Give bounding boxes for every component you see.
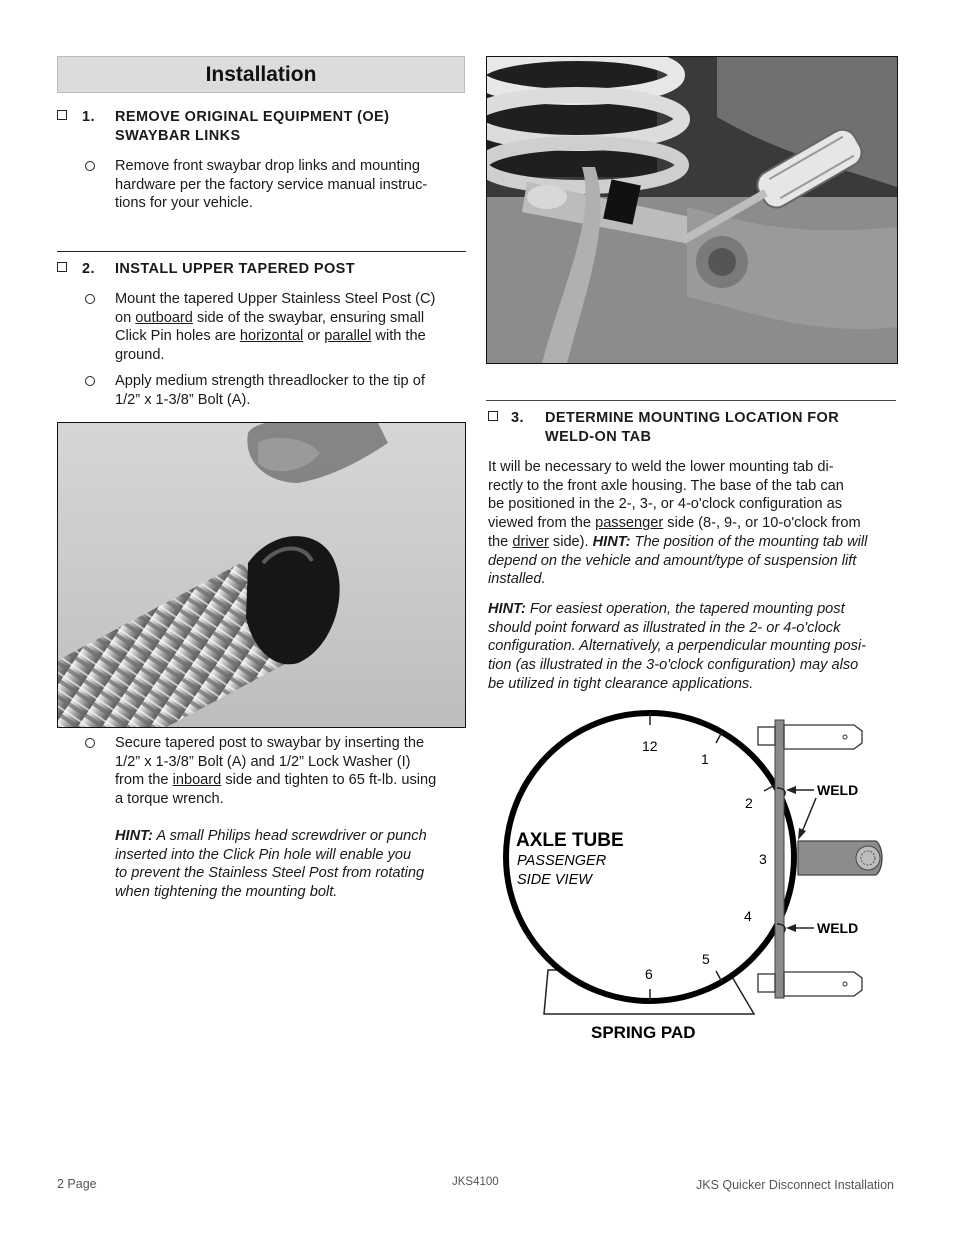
clock-4-label: 4 (744, 908, 752, 924)
passenger-label: PASSENGER (517, 853, 607, 869)
side-view-label: SIDE VIEW (517, 872, 592, 888)
footer-page-number: 2 Page (57, 1177, 97, 1191)
step-2-hint: HINT: A small Philips head screwdriver or punch inserted into the Click Pin hole will enable you to prevent the Stainless Steel Post from rotating when tightening the mounting bolt. (115, 828, 427, 901)
axle-tube-diagram (486, 700, 898, 1060)
checkbox-icon[interactable] (57, 110, 67, 120)
step-3-heading (488, 409, 898, 449)
footer-document-title: JKS Quicker Disconnect Installation (695, 1178, 894, 1192)
bullet-circle-icon (85, 161, 95, 171)
hint-label: HINT: (488, 601, 526, 617)
hint-label: HINT: (115, 828, 153, 844)
clock-3-label: 3 (759, 851, 767, 867)
step-3-paragraph-2: HINT: For easiest operation, the tapered mounting post should point forward as illustrated in the 2- or 4-o'clock configuration. Alternatively, a perpendicular mounting posi- tion (as illustrated in the 3-o'clock configuration) may also be utilized in tight clearance applications. (488, 601, 867, 692)
footer-document-code: JKS4100 (452, 1176, 499, 1188)
bullet-text: Apply medium strength threadlocker to the tip of 1/2” x 1-3/8” Bolt (A). (115, 373, 425, 408)
tab-arrow (798, 798, 816, 840)
weld-tab-plate (775, 720, 784, 998)
clock-6-label: 6 (645, 966, 653, 982)
step-1-number: 1. (82, 109, 95, 125)
step-1-title: REMOVE ORIGINAL EQUIPMENT (OE) SWAYBAR LINKS (115, 109, 390, 144)
bullet-circle-icon (85, 294, 95, 304)
weld-top-label: WELD (817, 782, 859, 798)
top-tapered-post (758, 725, 862, 749)
bolt-photo-illustration (58, 423, 465, 727)
weld-top-arrow (786, 786, 814, 794)
checkbox-icon[interactable] (488, 411, 498, 421)
step-1-heading (57, 108, 467, 148)
clock-2-label: 2 (745, 795, 753, 811)
step-2-number: 2. (82, 261, 95, 277)
divider (486, 400, 896, 401)
step-2-heading (57, 260, 467, 280)
bullet-text: Mount the tapered Upper Stainless Steel Post (C) on outboard side of the swaybar, ensuring small Click Pin holes are horizontal or parallel with the ground. (115, 291, 436, 364)
bottom-tapered-post (758, 972, 862, 996)
step-3-paragraph-1: It will be necessary to weld the lower mounting tab di- rectly to the front axle housing. The base of the tab can be positioned in the 2-, 3-, or 4-o'clock configuration as viewed from the passenger side (8-, 9-, or 10-o'clock from the driver side). HINT: The position of the mounting tab will depend on the vehicle and amount/type of suspension lift installed. (488, 459, 868, 588)
section-title: Installation (205, 63, 317, 86)
section-header (57, 56, 465, 93)
clock-12-label: 12 (642, 738, 658, 754)
divider (57, 251, 466, 252)
step-2-title: INSTALL UPPER TAPERED POST (115, 261, 356, 277)
step-3-number: 3. (511, 410, 524, 426)
axle-tube-label: AXLE TUBE (516, 830, 624, 851)
spring-pad-label: SPRING PAD (591, 1023, 696, 1042)
clock-1-label: 1 (701, 751, 709, 767)
bullet-text: Remove front swaybar drop links and mounting hardware per the factory service manual instruc- tions for your vehicle. (115, 158, 428, 212)
weld-bottom-label: WELD (817, 920, 859, 936)
clock-5-label: 5 (702, 951, 710, 967)
weld-bottom-arrow (786, 924, 814, 932)
step-3-title: DETERMINE MOUNTING LOCATION FOR WELD-ON TAB (545, 410, 840, 445)
bullet-circle-icon (85, 738, 95, 748)
bullet-circle-icon (85, 376, 95, 386)
middle-perpendicular-post (798, 841, 882, 875)
bolt-threadlocker-photo (57, 422, 466, 728)
checkbox-icon[interactable] (57, 262, 67, 272)
suspension-screwdriver-photo (486, 56, 898, 364)
bullet-text: Secure tapered post to swaybar by inserting the 1/2” x 1-3/8” Bolt (A) and 1/2” Lock Washer (I) from the inboard side and tighten to 65 ft-lb. using a torque wrench. (115, 735, 437, 808)
suspension-photo-illustration (487, 57, 897, 363)
